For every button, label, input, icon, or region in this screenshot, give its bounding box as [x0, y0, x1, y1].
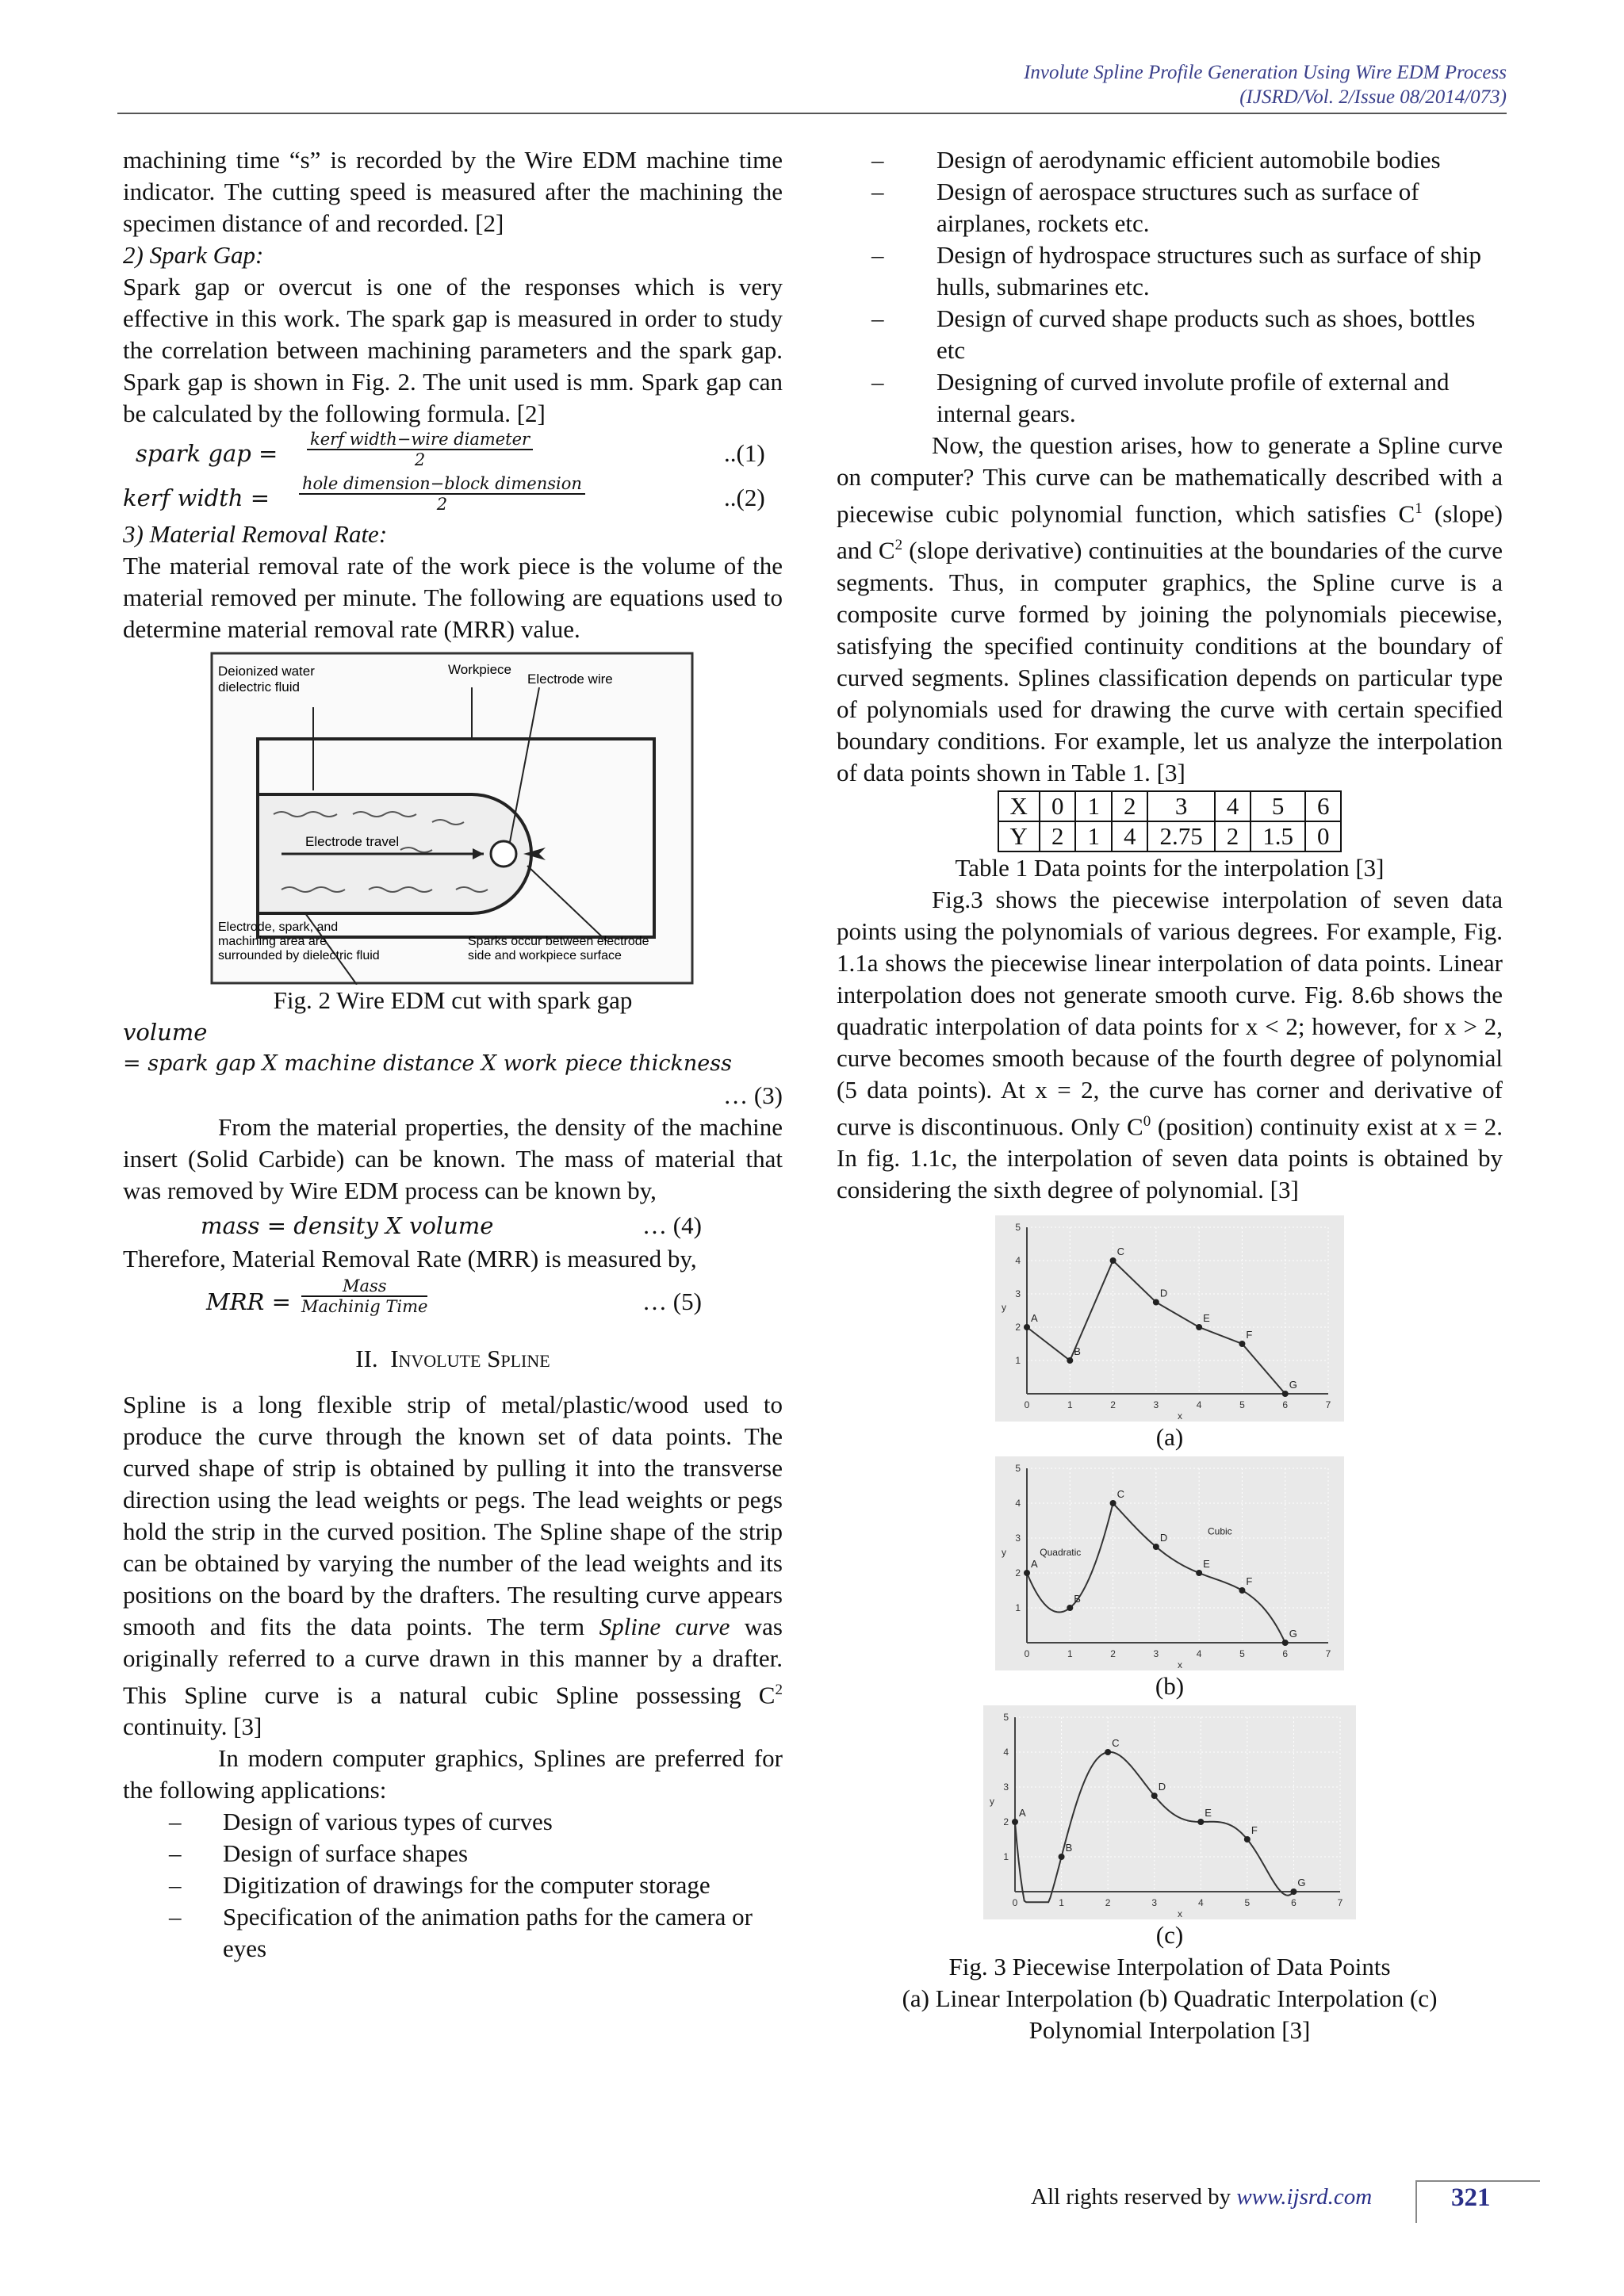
equation-number: … (4) — [642, 1211, 702, 1239]
wire-edm-diagram — [210, 652, 694, 985]
equation-denominator: Machinig Time — [301, 1297, 428, 1316]
text-run: was originally referred to a curve drawn in this manner by a drafter. This Spline curve is a natural cubic Spline possessing C — [123, 1613, 783, 1709]
quadratic-interpolation-plot — [995, 1456, 1344, 1670]
data-point — [1012, 1819, 1018, 1825]
data-point-label: D — [1159, 1531, 1168, 1544]
x-tick-label: 5 — [1239, 1647, 1245, 1659]
y-tick-label: 1 — [1015, 1601, 1021, 1613]
data-point — [1239, 1587, 1245, 1594]
paragraph: Therefore, Material Removal Rate (MRR) is measured by, — [123, 1245, 697, 1272]
fig2-label: Electrode, spark, and — [218, 920, 339, 934]
polynomial-interpolation-plot — [983, 1705, 1356, 1919]
list-item: – Specification of the animation paths for the camera or eyes — [123, 1901, 783, 1965]
x-tick-label: 0 — [1024, 1399, 1030, 1410]
equation-number: ..(2) — [724, 484, 765, 511]
equation-fraction — [307, 430, 533, 469]
equation-4 — [123, 1207, 783, 1243]
header-issue: (IJSRD/Vol. 2/Issue 08/2014/073) — [1239, 86, 1507, 108]
list-item: – Design of various types of curves — [123, 1806, 783, 1838]
y-tick-label: 1 — [1003, 1850, 1009, 1862]
data-point — [1059, 1854, 1065, 1860]
y-axis-label: y — [1002, 1546, 1006, 1558]
paragraph — [837, 430, 1503, 789]
data-point — [1244, 1836, 1251, 1843]
y-tick-label: 3 — [1015, 1288, 1021, 1299]
figure-3 — [837, 1215, 1503, 2046]
figure-caption: Fig. 2 Wire EDM cut with spark gap — [273, 986, 633, 1014]
data-point — [1282, 1391, 1289, 1397]
table-cell: 1 — [1075, 791, 1112, 821]
x-tick-label: 5 — [1244, 1896, 1251, 1908]
text-run: Now, the question arises, how to generate a Spline curve on computer? This curve can be mathematically described with a piecewise cubic polynomial function, which satisfies C — [837, 431, 1503, 528]
y-axis-label: y — [990, 1795, 994, 1807]
table-caption: Table 1 Data points for the interpolation [3] — [955, 853, 1385, 882]
data-point-label: D — [1159, 1287, 1168, 1299]
table-cell: 6 — [1305, 791, 1342, 821]
x-tick-label: 2 — [1105, 1896, 1111, 1908]
x-axis-label: x — [1178, 1410, 1182, 1422]
paragraph — [837, 884, 1503, 1206]
x-tick-label: 6 — [1282, 1647, 1289, 1659]
equation-3-rhs: = spark gap X machine distance X work piece thickness — [123, 1051, 732, 1076]
footer — [1031, 2184, 1372, 2210]
equation-5 — [123, 1275, 783, 1324]
fig2-label: Workpiece — [448, 662, 511, 677]
fig2-label: Electrode wire — [527, 672, 613, 687]
table-cell: 5 — [1251, 791, 1305, 821]
text-run: continuity. [3] — [123, 1712, 262, 1741]
section-heading — [123, 1343, 783, 1375]
data-point-label: B — [1074, 1345, 1081, 1357]
paragraph: machining time “s” is recorded by the Wire EDM machine time indicator. The cutting speed is measured after the machining the specimen distance of and recorded. [2] — [123, 146, 783, 237]
data-point — [1110, 1500, 1116, 1506]
y-tick-label: 4 — [1015, 1254, 1021, 1266]
data-point-label: G — [1297, 1876, 1306, 1888]
data-point — [1196, 1324, 1202, 1330]
equation-denominator: 2 — [414, 450, 426, 469]
data-point-label: A — [1019, 1806, 1026, 1819]
data-point — [1105, 1749, 1111, 1755]
equation-fraction — [301, 1276, 427, 1316]
equation-denominator: 2 — [436, 495, 448, 514]
x-tick-label: 0 — [1024, 1647, 1030, 1659]
x-axis-label: x — [1178, 1908, 1182, 1919]
left-column — [123, 144, 783, 1965]
table-cell: 3 — [1147, 791, 1214, 821]
data-point — [1196, 1570, 1202, 1576]
x-tick-label: 3 — [1151, 1896, 1158, 1908]
cubic-annotation: Cubic — [1208, 1525, 1232, 1537]
data-point-label: F — [1251, 1823, 1258, 1836]
x-tick-label: 3 — [1153, 1399, 1159, 1410]
x-tick-label: 5 — [1239, 1399, 1245, 1410]
list-item: – Digitization of drawings for the computer storage — [123, 1869, 783, 1901]
y-tick-label: 5 — [1015, 1462, 1021, 1474]
table-cell: Y — [998, 821, 1040, 851]
y-axis-label: y — [1002, 1301, 1006, 1313]
table-cell: 2 — [1215, 821, 1251, 851]
data-points-table — [998, 790, 1342, 852]
data-point-label: C — [1116, 1245, 1124, 1257]
superscript: 2 — [894, 537, 903, 554]
data-point — [1067, 1357, 1073, 1364]
list-item: – Design of aerospace structures such as surface of airplanes, rockets etc. — [837, 176, 1503, 239]
right-column — [837, 144, 1503, 2046]
data-point-label: F — [1246, 1328, 1253, 1341]
x-tick-label: 1 — [1059, 1896, 1064, 1908]
data-point — [1197, 1819, 1204, 1825]
x-tick-label: 6 — [1282, 1399, 1289, 1410]
text-run: (position) continuity exist at x = 2. In fig. 1.1c, the interpolation of seven data points is obtained by considering the sixth degree of polynomial. [3] — [837, 1112, 1503, 1203]
x-tick-label: 4 — [1196, 1647, 1202, 1659]
fig2-label: Sparks occur between electrode — [468, 935, 649, 948]
x-tick-label: 2 — [1110, 1647, 1116, 1659]
data-point — [1151, 1793, 1158, 1799]
figure-caption: (a) Linear Interpolation (b) Quadratic Interpolation (c) — [902, 1984, 1438, 2012]
text-run: Spline is a long flexible strip of metal/plastic/wood used to produce the curve through the known set of data points. The curved shape of strip is obtained by pulling it into the transverse direction using the lead weights or pegs. The lead weights or pegs hold the strip in the curved position. The Spline shape of the strip can be obtained by varying the number of the lead weights and its positions on the board by the drafters. The resulting curve appears smooth and fits the data points. The term — [123, 1391, 783, 1640]
data-point — [1290, 1888, 1297, 1895]
equation-numerator: Mass — [301, 1276, 427, 1297]
fig2-label: side and workpiece surface — [468, 949, 622, 962]
figure-caption: Polynomial Interpolation [3] — [1028, 2015, 1311, 2044]
subfigure-label: (c) — [1155, 1920, 1184, 1949]
data-point-label: G — [1289, 1627, 1297, 1640]
equation-lhs: MRR = — [206, 1288, 291, 1315]
data-point-label: A — [1031, 1311, 1038, 1324]
data-point-label: D — [1158, 1780, 1166, 1793]
x-tick-label: 4 — [1196, 1399, 1202, 1410]
paragraph: From the material properties, the density of the machine insert (Solid Carbide) can be known. The mass of material that was removed by Wire EDM process can be known by, — [123, 1113, 783, 1204]
fig2-label: Electrode travel — [305, 834, 400, 849]
data-point-label: B — [1065, 1841, 1073, 1854]
equation-numerator: kerf width−wire diameter — [307, 430, 533, 450]
y-tick-label: 4 — [1015, 1497, 1021, 1509]
subsection-heading: 2) Spark Gap: — [123, 241, 264, 269]
equation-lhs: kerf width = — [123, 484, 270, 511]
equation-3 — [123, 1016, 783, 1112]
data-point-label: F — [1246, 1575, 1253, 1587]
equation-lhs: spark gap = — [136, 440, 278, 467]
y-tick-label: 3 — [1015, 1532, 1021, 1544]
table-row — [998, 821, 1342, 851]
paragraph — [123, 1389, 783, 1743]
fig2-label: surrounded by dielectric fluid — [218, 949, 380, 962]
subsection-heading: 3) Material Removal Rate: — [123, 520, 388, 548]
equation-fraction — [299, 474, 585, 514]
y-tick-label: 1 — [1015, 1354, 1021, 1366]
application-list — [837, 144, 1503, 430]
paragraph: The material removal rate of the work piece is the volume of the material removed per minute. The following are equations used to determine material removal rate (MRR) value. — [123, 552, 783, 643]
list-item: – Design of hydrospace structures such as surface of ship hulls, submarines etc. — [837, 239, 1503, 303]
paragraph: In modern computer graphics, Splines are preferred for the following applications: — [123, 1744, 783, 1804]
linear-interpolation-plot — [995, 1215, 1344, 1422]
list-item: – Design of curved shape products such as shoes, bottles etc — [837, 303, 1503, 366]
equation-number: … (5) — [642, 1288, 702, 1315]
section-number: II. — [355, 1345, 378, 1372]
data-point — [1024, 1570, 1030, 1576]
table-cell: 2 — [1040, 821, 1076, 851]
fig2-label: dielectric fluid — [218, 679, 300, 695]
y-tick-label: 3 — [1003, 1781, 1009, 1793]
equation-number: ..(1) — [724, 439, 765, 467]
x-tick-label: 3 — [1153, 1647, 1159, 1659]
table-cell: 4 — [1215, 791, 1251, 821]
section-title: Involute Spline — [390, 1345, 550, 1372]
y-tick-label: 5 — [1003, 1711, 1009, 1723]
text-run: (slope) and C — [837, 499, 1503, 564]
table-cell: 4 — [1112, 821, 1148, 851]
subfigure-label: (b) — [1155, 1671, 1185, 1700]
equation-lhs: mass = density X volume — [201, 1212, 494, 1239]
superscript: 1 — [1415, 500, 1423, 517]
y-tick-label: 4 — [1003, 1746, 1009, 1758]
table-cell: 2 — [1112, 791, 1148, 821]
table-cell: 0 — [1040, 791, 1076, 821]
data-point — [1153, 1299, 1159, 1305]
plot-background — [995, 1215, 1344, 1422]
equation-3-lhs: volume — [123, 1019, 208, 1046]
table-cell: 1 — [1075, 821, 1112, 851]
superscript: 2 — [775, 1682, 783, 1698]
x-tick-label: 6 — [1291, 1896, 1297, 1908]
x-tick-label: 7 — [1325, 1647, 1331, 1659]
data-point-label: A — [1031, 1557, 1038, 1570]
text-run: Spline curve — [599, 1613, 730, 1640]
data-point — [1067, 1605, 1073, 1611]
data-point — [1282, 1640, 1289, 1646]
data-point-label: G — [1289, 1378, 1297, 1391]
list-item: – Design of surface shapes — [123, 1838, 783, 1869]
x-tick-label: 7 — [1337, 1896, 1343, 1908]
x-tick-label: 7 — [1325, 1399, 1331, 1410]
equation-2 — [123, 474, 783, 519]
data-point-label: C — [1112, 1736, 1120, 1749]
text-run: (slope derivative) continuities at the boundaries of the curve segments. Thus, in computer graphics, the Spline curve is a composite curve formed by joining the polynomials piecewise, satisfying the specified continuity conditions at the boundary of curved segments. Splines classification depends on particular type of polynomials used for drawing the curve with certain specified boundary conditions. For example, let us analyze the interpolation of data points shown in Table 1. [3] — [837, 536, 1503, 786]
data-point — [1110, 1257, 1116, 1264]
footer-link[interactable]: www.ijsrd.com — [1236, 2184, 1373, 2210]
x-axis-label: x — [1178, 1659, 1182, 1670]
table-cell: X — [998, 791, 1040, 821]
x-tick-label: 1 — [1067, 1399, 1073, 1410]
data-point — [1024, 1324, 1030, 1330]
header-title: Involute Spline Profile Generation Using Wire EDM Process — [1024, 62, 1507, 83]
equation-number: … (3) — [723, 1081, 783, 1109]
x-tick-label: 0 — [1012, 1896, 1018, 1908]
superscript: 0 — [1143, 1112, 1151, 1130]
data-point — [1239, 1341, 1245, 1347]
quadratic-annotation: Quadratic — [1040, 1546, 1082, 1558]
x-tick-label: 2 — [1110, 1399, 1116, 1410]
data-point-label: E — [1203, 1311, 1210, 1324]
data-point-label: B — [1074, 1592, 1081, 1605]
running-header — [1024, 60, 1507, 109]
fig2-label: machining area are — [218, 935, 327, 948]
paragraph: Spark gap or overcut is one of the responses which is very effective in this work. The spark gap is measured in order to study the correlation between machining parameters and the spark gap. Spark gap is shown in Fig. 2. The unit used is mm. Spark gap can be calculated by the following formula. [2] — [123, 273, 783, 427]
fig2-label: Deionized water — [218, 664, 315, 679]
table-cell: 1.5 — [1251, 821, 1305, 851]
header-rule — [117, 113, 1507, 114]
data-point — [1153, 1544, 1159, 1550]
table-cell: 0 — [1305, 821, 1342, 851]
equation-numerator: hole dimension−block dimension — [299, 474, 585, 495]
list-item: – Designing of curved involute profile of external and internal gears. — [837, 366, 1503, 430]
data-point-label: E — [1203, 1557, 1210, 1570]
application-list — [123, 1806, 783, 1965]
y-tick-label: 2 — [1015, 1321, 1021, 1333]
y-tick-label: 2 — [1015, 1567, 1021, 1578]
footer-text: All rights reserved by — [1031, 2184, 1237, 2210]
table-row — [998, 791, 1342, 821]
equation-1 — [123, 430, 783, 474]
x-tick-label: 4 — [1197, 1896, 1204, 1908]
y-tick-label: 5 — [1015, 1221, 1021, 1233]
text-run: Fig.3 shows the piecewise interpolation of seven data points using the polynomials of various degrees. For example, Fig. 1.1a shows the piecewise linear interpolation of data points. Linear interpolation does not generate smooth curve. Fig. 8.6b shows the quadratic interpolation of data points for x < 2; however, for x > 2, curve becomes smooth because of the fourth degree of polynomial (5 data points). At x = 2, the curve has corner and derivative of curve is discontinuous. Only C — [837, 885, 1503, 1140]
table-cell: 2.75 — [1147, 821, 1214, 851]
figure-caption: Fig. 3 Piecewise Interpolation of Data Points — [948, 1952, 1391, 1980]
data-point-label: E — [1205, 1806, 1212, 1819]
y-tick-label: 2 — [1003, 1816, 1009, 1827]
data-point-label: C — [1116, 1487, 1124, 1500]
list-item: – Design of aerodynamic efficient automobile bodies — [837, 144, 1503, 176]
page-number: 321 — [1451, 2183, 1491, 2212]
x-tick-label: 1 — [1067, 1647, 1073, 1659]
subfigure-label: (a) — [1155, 1422, 1184, 1451]
